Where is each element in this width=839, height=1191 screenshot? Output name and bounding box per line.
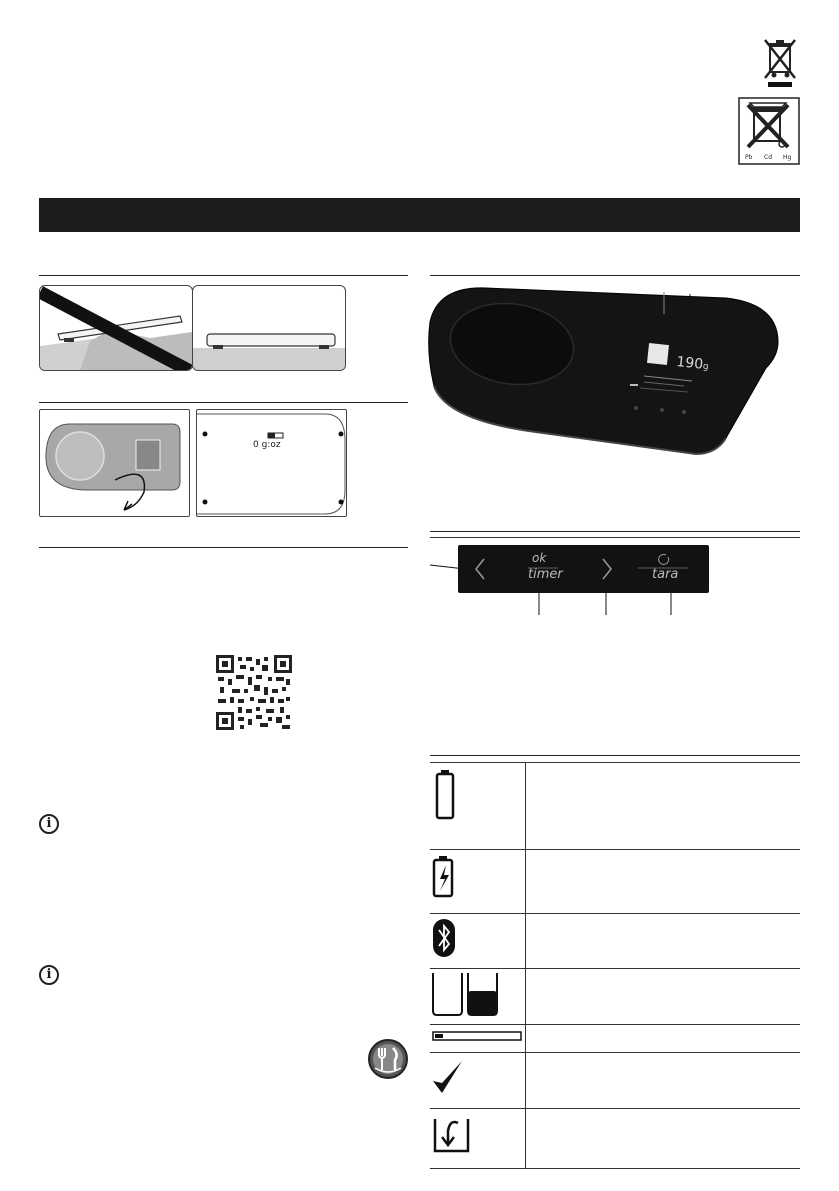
info-icon: i — [39, 814, 59, 834]
tara-label[interactable]: tara — [652, 567, 679, 582]
touch-panel-callouts — [430, 560, 690, 616]
checkmark-icon — [430, 1053, 525, 1103]
chem-pb: Pb — [745, 154, 753, 161]
cutlery-icon — [367, 1038, 409, 1080]
container-level-icon — [430, 969, 525, 1019]
divider-3 — [39, 547, 408, 548]
weee-bin-icon — [760, 36, 800, 88]
chem-hg: Hg — [783, 154, 792, 161]
chem-cd: Cd — [764, 154, 772, 161]
divider-right-2b — [430, 537, 800, 538]
timer-label[interactable]: timer — [528, 567, 563, 582]
battery-charging-icon — [430, 850, 525, 908]
placement-correct-figure — [192, 285, 346, 371]
info-icon: i — [39, 965, 59, 985]
battery-empty-icon — [430, 762, 525, 844]
progress-bar-icon — [430, 1025, 525, 1047]
divider-1 — [39, 275, 408, 276]
unit-switch-label: 0 g:oz — [253, 440, 281, 450]
divider-right-2 — [430, 531, 800, 532]
display-weight: 190g — [675, 354, 710, 373]
flip-scale-figure — [39, 409, 190, 517]
divider-2 — [39, 402, 408, 403]
section-header-bar — [39, 198, 800, 232]
underside-figure — [196, 409, 347, 517]
battery-recycling-icon — [738, 97, 800, 165]
return-icon — [430, 1109, 525, 1163]
placement-wrong-figure — [39, 285, 193, 371]
qr-code — [216, 655, 292, 730]
bluetooth-icon — [430, 914, 525, 963]
display-icons-table — [430, 762, 800, 1169]
divider-right-3 — [430, 755, 800, 756]
ok-label[interactable]: ok — [532, 551, 547, 565]
divider-right-1 — [430, 275, 800, 276]
scale-product-image — [426, 282, 784, 460]
